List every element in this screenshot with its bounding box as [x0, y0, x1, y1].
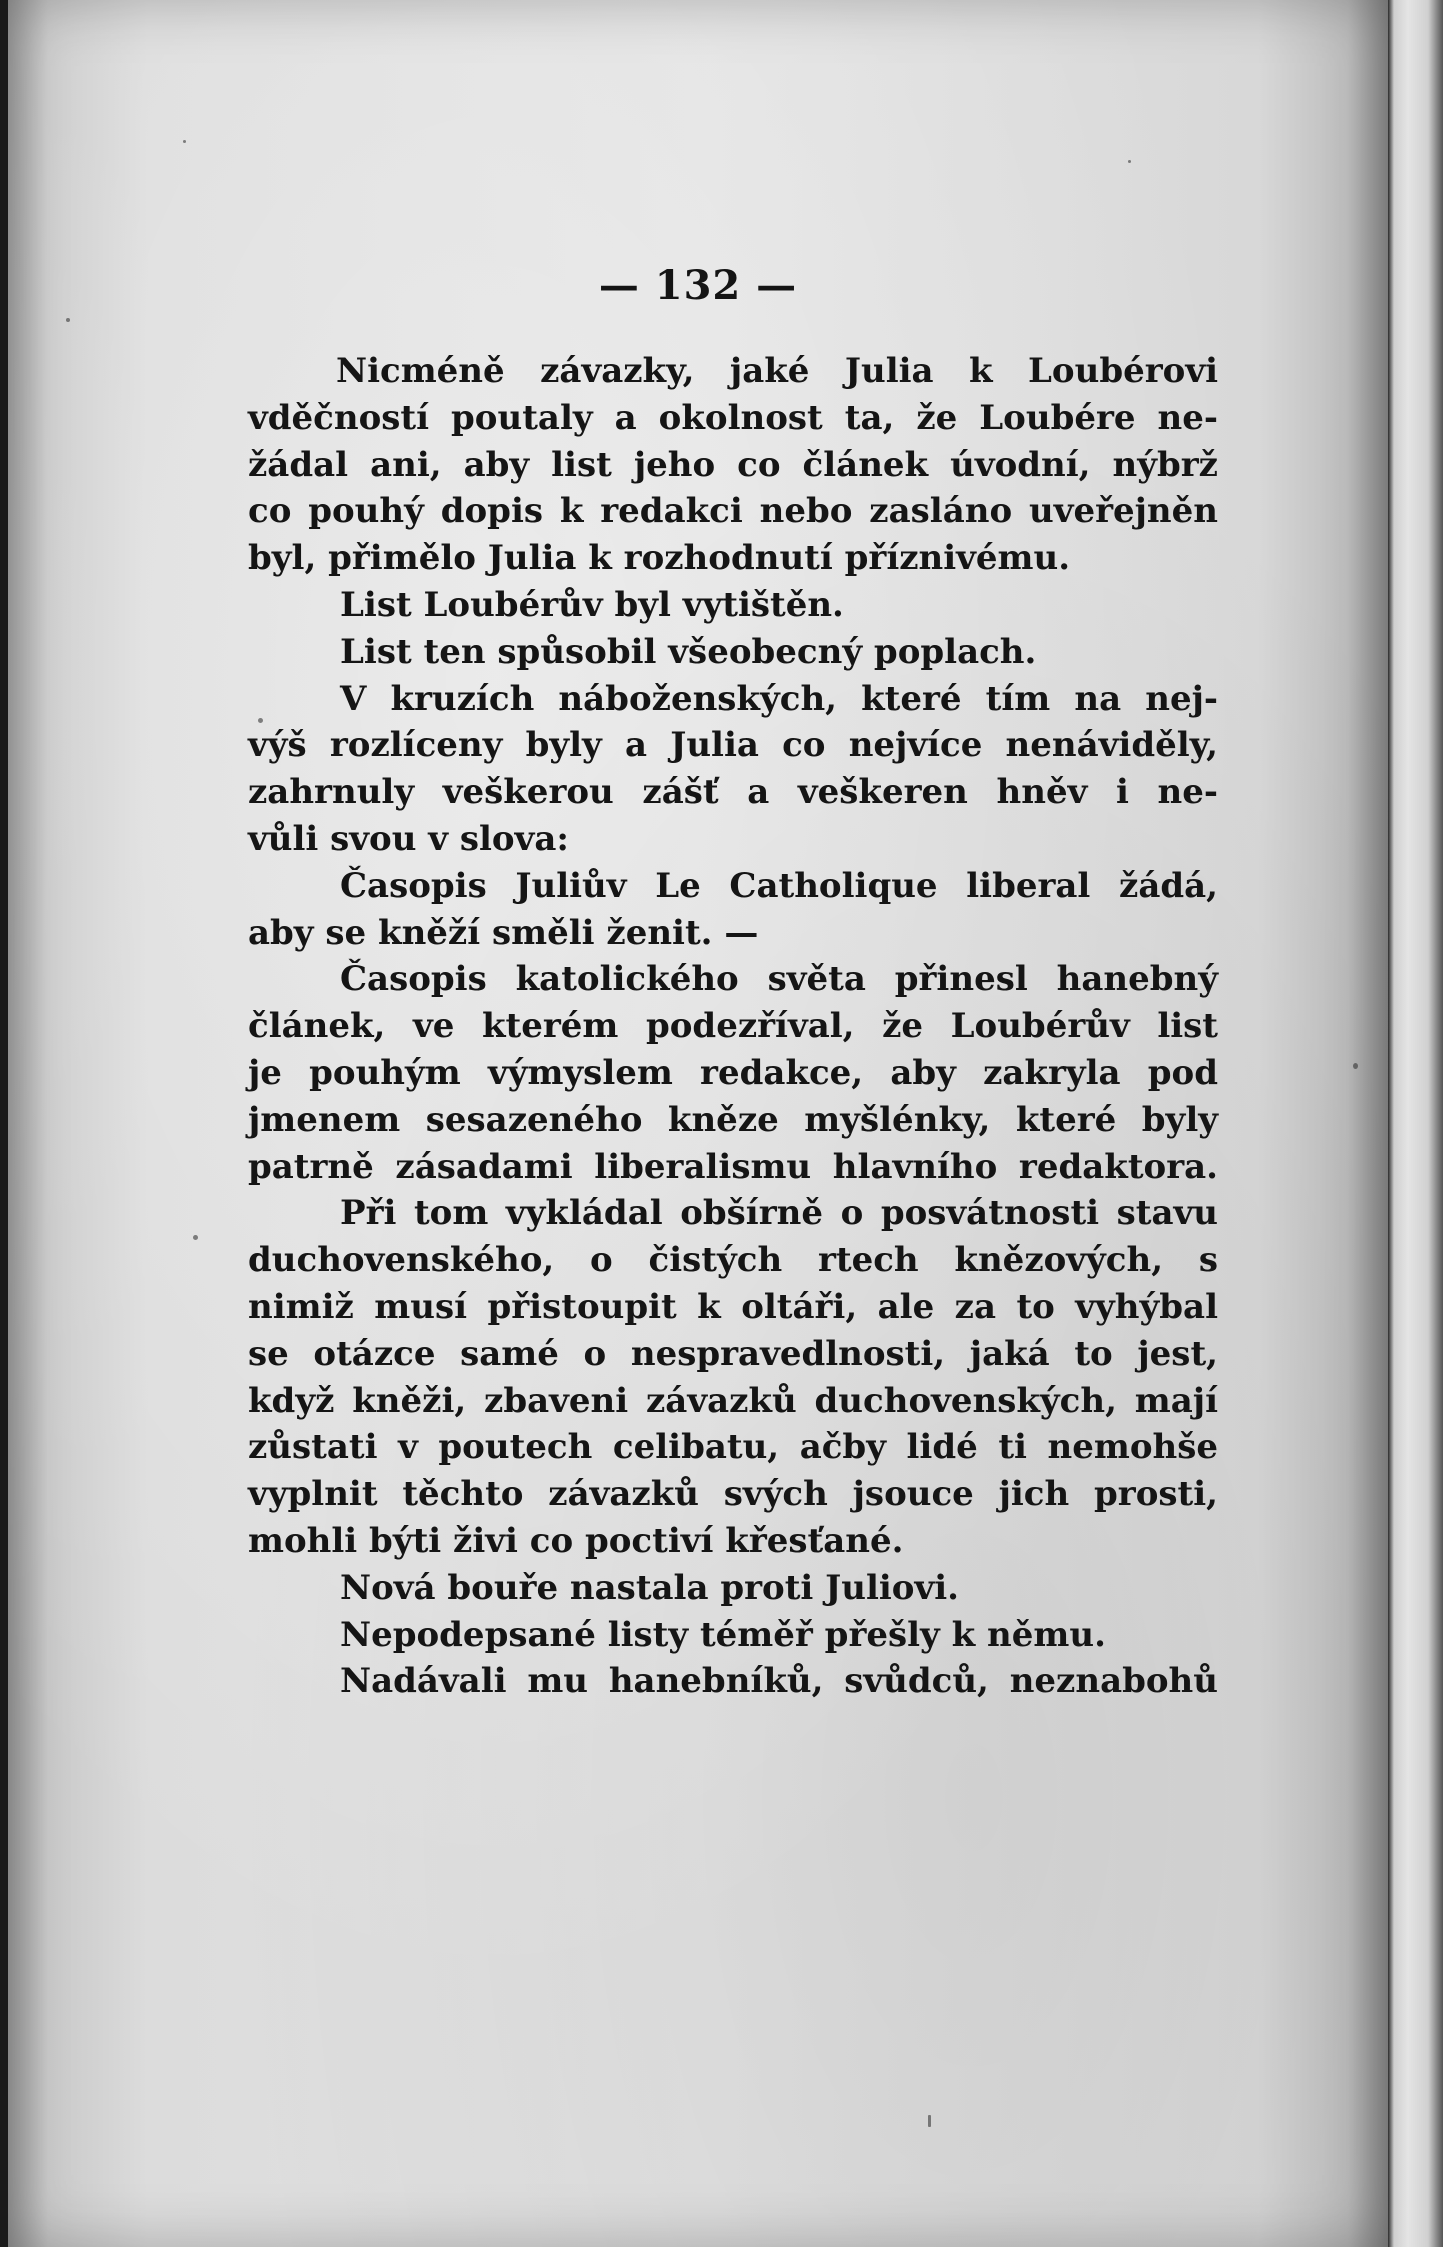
paper-speck — [66, 318, 70, 322]
text-line: je pouhým výmyslem redakce, aby zakryla pod — [248, 1052, 1218, 1093]
text-line: Časopis katolického světa přinesl hanebný — [340, 959, 1218, 1000]
text-line: duchovenského, o čistých rtech knězových, s — [248, 1240, 1218, 1281]
text-line: List Loubérův byl vytištěn. — [340, 584, 844, 625]
paper-speck — [183, 140, 186, 143]
paper-speck — [193, 1235, 198, 1240]
text-line: patrně zásadami liberalismu hlavního redaktora. — [248, 1146, 1218, 1187]
text-line: výš rozlíceny byly a Julia co nejvíce nenáviděly, — [248, 725, 1218, 766]
adjacent-page-edge — [1388, 0, 1443, 2247]
text-line: když kněži, zbaveni závazků duchovenských, mají — [248, 1380, 1218, 1421]
text-line: nimiž musí přistoupit k oltáři, ale za to vyhýbal — [248, 1286, 1218, 1327]
paper-speck — [928, 2115, 931, 2127]
text-line: žádal ani, aby list jeho co článek úvodní, nýbrž — [248, 444, 1218, 485]
text-line: zahrnuly veškerou zášť a veškeren hněv i ne- — [248, 772, 1218, 813]
book-page — [8, 0, 1388, 2247]
text-line: Nadávali mu hanebníků, svůdců, neznabohů — [340, 1661, 1218, 1702]
text-line: vůli svou v slova: — [248, 818, 569, 859]
text-line: aby se kněží směli ženit. — — [248, 912, 759, 953]
text-line: vyplnit těchto závazků svých jsouce jich prosti, — [248, 1474, 1218, 1515]
text-line: Časopis Juliův Le Catholique liberal žádá, — [340, 865, 1218, 906]
text-line: Nová bouře nastala proti Juliovi. — [340, 1567, 959, 1608]
text-line: zůstati v poutech celibatu, ačby lidé ti nemohše — [248, 1427, 1218, 1468]
text-line: jmenem sesazeného kněze myšlénky, které byly — [248, 1099, 1218, 1140]
text-line: Při tom vykládal obšírně o posvátnosti stavu — [340, 1193, 1218, 1234]
text-line: List ten spůsobil všeobecný poplach. — [340, 631, 1037, 672]
text-line: byl, přimělo Julia k rozhodnutí příznivému. — [248, 538, 1071, 579]
page-number: — 132 — — [598, 262, 798, 309]
text-line: se otázce samé o nespravedlnosti, jaká to jest, — [248, 1333, 1218, 1374]
text-line: článek, ve kterém podezříval, že Loubérův list — [248, 1006, 1218, 1047]
body-text — [248, 348, 1218, 1705]
text-line: V kruzích náboženských, které tím na nej- — [340, 678, 1218, 719]
text-line: vděčností poutaly a okolnost ta, že Loubére ne- — [248, 397, 1218, 438]
text-line: Nepodepsané listy téměř přešly k němu. — [340, 1614, 1106, 1655]
text-line: mohli býti živi co poctiví křesťané. — [248, 1520, 904, 1561]
text-line: co pouhý dopis k redakci nebo zasláno uveřejněn — [248, 491, 1218, 532]
text-line: Nicméně závazky, jaké Julia k Loubérovi — [336, 351, 1218, 391]
paper-speck — [1128, 160, 1131, 163]
paper-speck — [1353, 1063, 1358, 1069]
